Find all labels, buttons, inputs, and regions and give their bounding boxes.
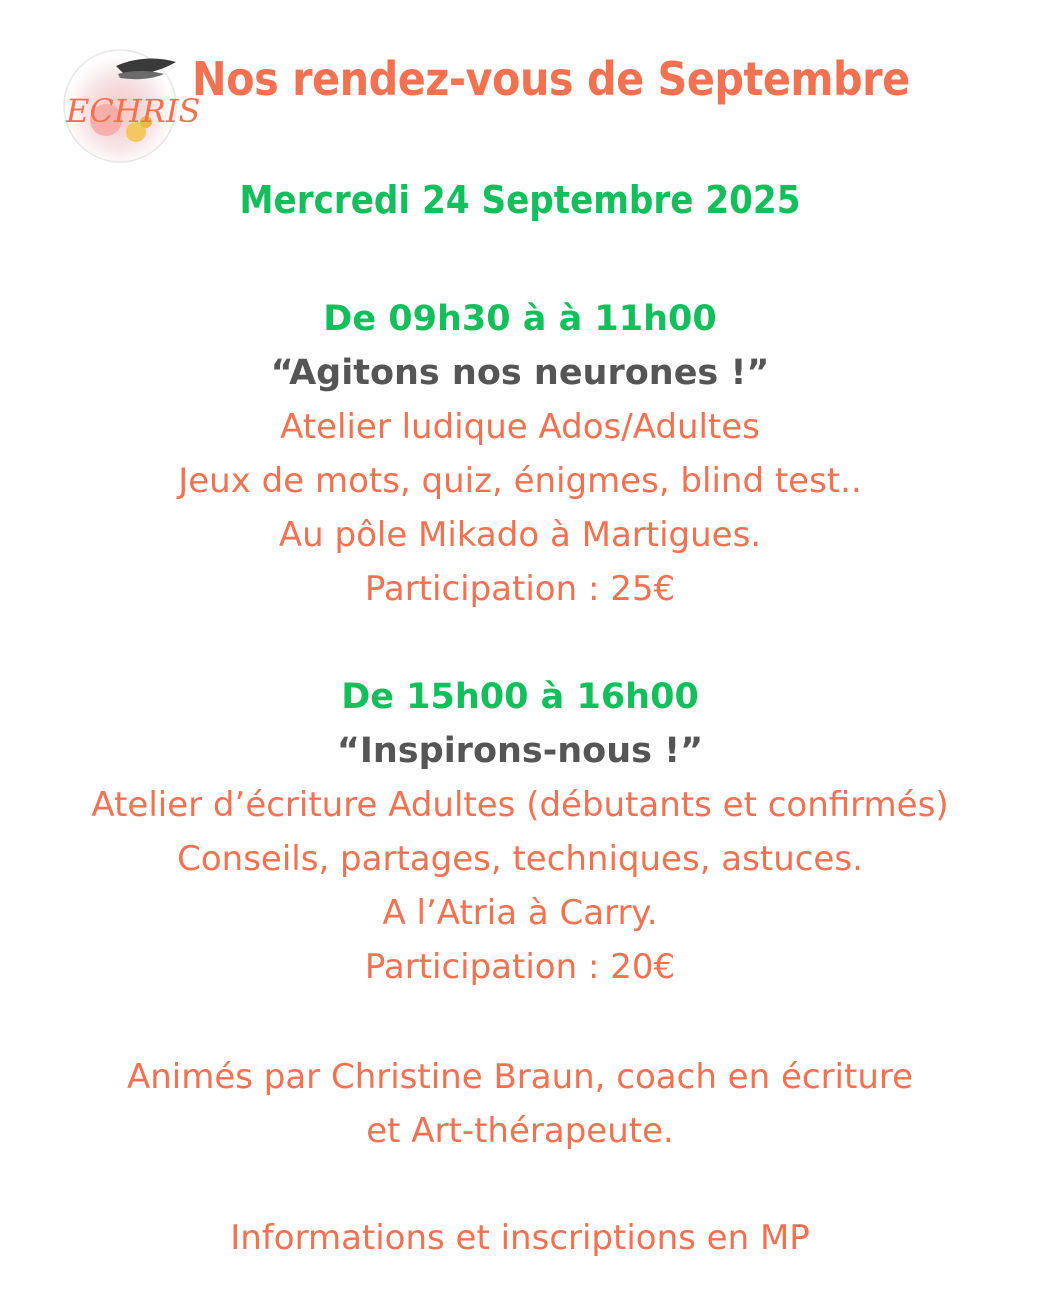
session-price: Participation : 25€ <box>364 569 676 609</box>
session-afternoon <box>0 670 1040 994</box>
host-block <box>0 1050 1040 1158</box>
event-date: Mercredi 24 Septembre 2025 <box>239 178 801 222</box>
page-title: Nos rendez-vous de Septembre <box>192 52 910 106</box>
session-title: “Inspirons-nous !” <box>336 731 704 771</box>
session-audience: Atelier ludique Ados/Adultes <box>280 407 760 447</box>
echris-logo <box>58 44 201 168</box>
session-time: De 09h30 à à 11h00 <box>323 299 717 339</box>
host-line: et Art-thérapeute. <box>366 1111 674 1151</box>
host-line: Animés par Christine Braun, coach en écriture <box>126 1057 914 1097</box>
session-location: A l’Atria à Carry. <box>382 893 658 933</box>
session-description: Jeux de mots, quiz, énigmes, blind test.. <box>178 461 862 501</box>
session-location: Au pôle Mikado à Martigues. <box>278 515 762 555</box>
session-price: Participation : 20€ <box>364 947 676 987</box>
info-text: Informations et inscriptions en MP <box>230 1218 810 1258</box>
logo-lettering: ECHRIS <box>66 92 201 130</box>
info-block <box>0 1211 1040 1265</box>
session-title: “Agitons nos neurones !” <box>270 353 770 393</box>
session-description: Conseils, partages, techniques, astuces. <box>177 839 863 879</box>
session-time: De 15h00 à 16h00 <box>341 677 699 717</box>
session-audience: Atelier d’écriture Adultes (débutants et confirmés) <box>91 785 949 825</box>
session-morning <box>0 292 1040 616</box>
